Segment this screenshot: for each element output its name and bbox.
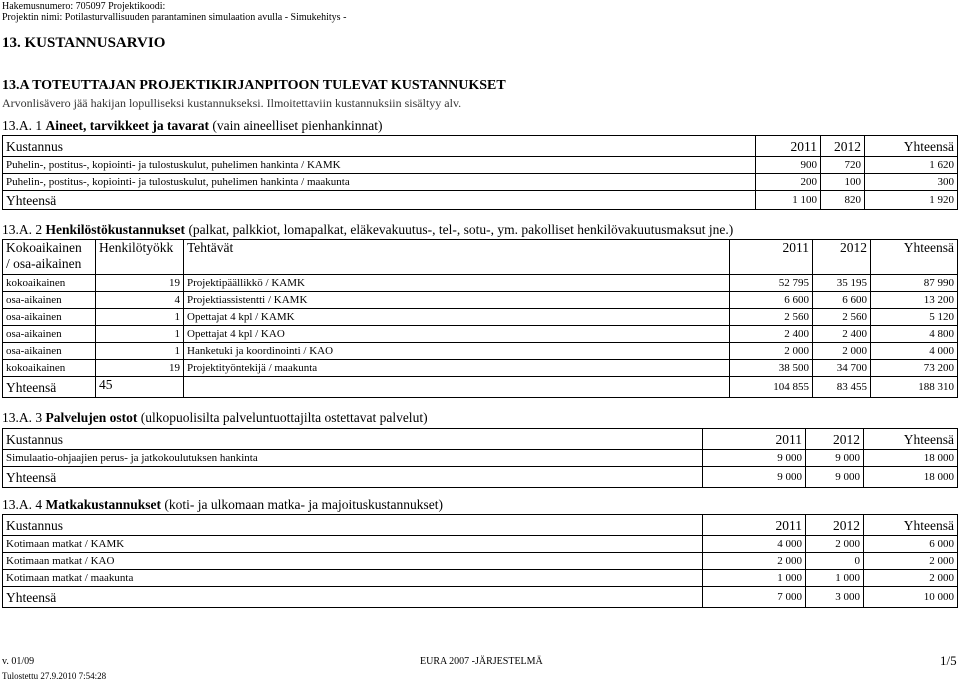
value-cell: 2 000: [864, 570, 958, 587]
value-cell: 73 200: [871, 360, 958, 377]
table-row: [3, 570, 958, 587]
value-cell: 18 000: [864, 450, 958, 467]
months-cell: 1: [96, 343, 184, 360]
value-cell: 1 000: [806, 570, 864, 587]
header-cell: 2011: [756, 136, 821, 157]
value-cell: 13 200: [871, 292, 958, 309]
total-label: Yhteensä: [3, 467, 703, 488]
a1-title-num: 13.A. 1: [2, 118, 43, 133]
header-project-name: Projektin nimi: Potilasturvallisuuden parantaminen simulaation avulla - Simukehitys -: [2, 12, 347, 23]
table-row: [3, 553, 958, 570]
a2-table: [2, 239, 958, 398]
header-cell: 2011: [730, 240, 813, 275]
a1-table: [2, 135, 958, 210]
table-header-row: [3, 429, 958, 450]
value-cell: 2 560: [813, 309, 871, 326]
task-cell: Hanketuki ja koordinointi / KAO: [184, 343, 730, 360]
table-row: [3, 450, 958, 467]
footer-printed: Tulostettu 27.9.2010 7:54:28: [2, 671, 107, 681]
cost-cell: Simulaatio-ohjaajien perus- ja jatkokoulutuksen hankinta: [3, 450, 703, 467]
table-row: [3, 343, 958, 360]
header-cell: 2012: [813, 240, 871, 275]
total-label: Yhteensä: [3, 587, 703, 608]
header-cell-type: [3, 240, 96, 275]
total-task: [184, 377, 730, 398]
value-cell: 52 795: [730, 275, 813, 292]
value-cell: 5 120: [871, 309, 958, 326]
total-row: [3, 467, 958, 488]
a2-title-bold: Henkilöstökustannukset: [45, 222, 186, 237]
header-cell: Kustannus: [3, 136, 756, 157]
value-cell: 2 400: [730, 326, 813, 343]
header-cell: 2012: [806, 429, 864, 450]
a4-table: [2, 514, 958, 608]
table-row: [3, 292, 958, 309]
table-row: [3, 157, 958, 174]
task-cell: Opettajat 4 kpl / KAO: [184, 326, 730, 343]
type-cell: osa-aikainen: [3, 292, 96, 309]
table-row: [3, 309, 958, 326]
table-header-row: [3, 515, 958, 536]
total-label: Yhteensä: [3, 191, 756, 210]
a2-title-rest: (palkat, palkkiot, lomapalkat, eläkevakuutus-, tel-, sotu-, ym. pakolliset henkilövakuutusmaksut jne.): [188, 222, 734, 237]
cost-cell: Puhelin-, postitus-, kopiointi- ja tulostuskulut, puhelimen hankinta / maakunta: [3, 174, 756, 191]
cost-cell: Kotimaan matkat / KAO: [3, 553, 703, 570]
value-cell: 2 000: [813, 343, 871, 360]
table-row: [3, 174, 958, 191]
value-cell: 100: [821, 174, 865, 191]
months-cell: 1: [96, 309, 184, 326]
type-cell: kokoaikainen: [3, 275, 96, 292]
a4-title: [2, 497, 443, 513]
total-cell: 104 855: [730, 377, 813, 398]
value-cell: 2 000: [703, 553, 806, 570]
a3-title-bold: Palvelujen ostot: [45, 410, 138, 425]
value-cell: 2 400: [813, 326, 871, 343]
header-cell: Yhteensä: [865, 136, 958, 157]
value-cell: 9 000: [703, 450, 806, 467]
total-cell: 1 100: [756, 191, 821, 210]
cost-cell: Kotimaan matkat / KAMK: [3, 536, 703, 553]
value-cell: 1 000: [703, 570, 806, 587]
total-label: Yhteensä: [3, 377, 96, 398]
value-cell: 4 800: [871, 326, 958, 343]
type-cell: osa-aikainen: [3, 343, 96, 360]
a3-title-num: 13.A. 3: [2, 410, 43, 425]
task-cell: Projektipäällikkö / KAMK: [184, 275, 730, 292]
months-cell: 19: [96, 360, 184, 377]
header-cell: Henkilötyökk: [96, 240, 184, 275]
header-cell: Kustannus: [3, 429, 703, 450]
a3-title-rest: (ulkopuolisilta palveluntuottajilta ostettavat palvelut): [140, 410, 428, 425]
a3-title: [2, 410, 428, 426]
cost-cell: Puhelin-, postitus-, kopiointi- ja tulostuskulut, puhelimen hankinta / KAMK: [3, 157, 756, 174]
a2-title-num: 13.A. 2: [2, 222, 43, 237]
value-cell: 6 600: [730, 292, 813, 309]
value-cell: 2 560: [730, 309, 813, 326]
header-cell: Kustannus: [3, 515, 703, 536]
total-cell: 9 000: [806, 467, 864, 488]
footer-system: EURA 2007 -JÄRJESTELMÄ: [420, 656, 543, 667]
subsection-title: 13.A TOTEUTTAJAN PROJEKTIKIRJANPITOON TULEVAT KUSTANNUKSET: [2, 78, 506, 93]
total-months: 45: [96, 377, 184, 398]
task-cell: Opettajat 4 kpl / KAMK: [184, 309, 730, 326]
value-cell: 9 000: [806, 450, 864, 467]
value-cell: 2 000: [730, 343, 813, 360]
value-cell: 35 195: [813, 275, 871, 292]
value-cell: 900: [756, 157, 821, 174]
a4-title-rest: (koti- ja ulkomaan matka- ja majoituskustannukset): [164, 497, 443, 512]
header-cell: 2012: [821, 136, 865, 157]
total-cell: 18 000: [864, 467, 958, 488]
footer-version: v. 01/09: [2, 656, 35, 667]
total-cell: 3 000: [806, 587, 864, 608]
table-row: [3, 536, 958, 553]
value-cell: 0: [806, 553, 864, 570]
vat-note: Arvonlisävero jää hakijan lopulliseksi kustannukseksi. Ilmoitettaviin kustannuksiin sisältyy alv.: [2, 96, 462, 110]
table-header-row: [3, 136, 958, 157]
task-cell: Projektiassistentti / KAMK: [184, 292, 730, 309]
value-cell: 300: [865, 174, 958, 191]
total-cell: 9 000: [703, 467, 806, 488]
value-cell: 1 620: [865, 157, 958, 174]
a4-title-num: 13.A. 4: [2, 497, 43, 512]
header-application-number: Hakemusnumero: 705097 Projektikoodi:: [2, 1, 166, 12]
value-cell: 38 500: [730, 360, 813, 377]
header-cell: Tehtävät: [184, 240, 730, 275]
header-line: Kokoaikainen: [6, 240, 82, 255]
footer-page: 1/5: [940, 653, 957, 668]
table-header-row: [3, 240, 958, 275]
a1-title-bold: Aineet, tarvikkeet ja tavarat: [45, 118, 209, 133]
cost-cell: Kotimaan matkat / maakunta: [3, 570, 703, 587]
months-cell: 19: [96, 275, 184, 292]
value-cell: 2 000: [806, 536, 864, 553]
total-cell: 188 310: [871, 377, 958, 398]
header-cell: 2011: [703, 429, 806, 450]
header-cell: Yhteensä: [864, 429, 958, 450]
section-title: 13. KUSTANNUSARVIO: [2, 35, 166, 51]
a2-title: [2, 222, 733, 238]
table-row: [3, 360, 958, 377]
type-cell: osa-aikainen: [3, 309, 96, 326]
type-cell: osa-aikainen: [3, 326, 96, 343]
a4-title-bold: Matkakustannukset: [45, 497, 162, 512]
total-row: [3, 191, 958, 210]
header-cell: 2012: [806, 515, 864, 536]
months-cell: 1: [96, 326, 184, 343]
header-cell: 2011: [703, 515, 806, 536]
a1-title: [2, 118, 383, 134]
value-cell: 87 990: [871, 275, 958, 292]
total-row: [3, 377, 958, 398]
value-cell: 200: [756, 174, 821, 191]
value-cell: 4 000: [871, 343, 958, 360]
value-cell: 2 000: [864, 553, 958, 570]
task-cell: Projektityöntekijä / maakunta: [184, 360, 730, 377]
table-row: [3, 326, 958, 343]
total-cell: 820: [821, 191, 865, 210]
total-cell: 7 000: [703, 587, 806, 608]
type-cell: kokoaikainen: [3, 360, 96, 377]
a3-table: [2, 428, 958, 488]
header-cell: Yhteensä: [871, 240, 958, 275]
a1-title-rest: (vain aineelliset pienhankinnat): [212, 118, 383, 133]
value-cell: 6 600: [813, 292, 871, 309]
months-cell: 4: [96, 292, 184, 309]
total-cell: 1 920: [865, 191, 958, 210]
table-row: [3, 275, 958, 292]
total-cell: 10 000: [864, 587, 958, 608]
total-cell: 83 455: [813, 377, 871, 398]
value-cell: 720: [821, 157, 865, 174]
header-cell: Yhteensä: [864, 515, 958, 536]
value-cell: 6 000: [864, 536, 958, 553]
header-line: / osa-aikainen: [6, 256, 82, 271]
value-cell: 4 000: [703, 536, 806, 553]
value-cell: 34 700: [813, 360, 871, 377]
total-row: [3, 587, 958, 608]
